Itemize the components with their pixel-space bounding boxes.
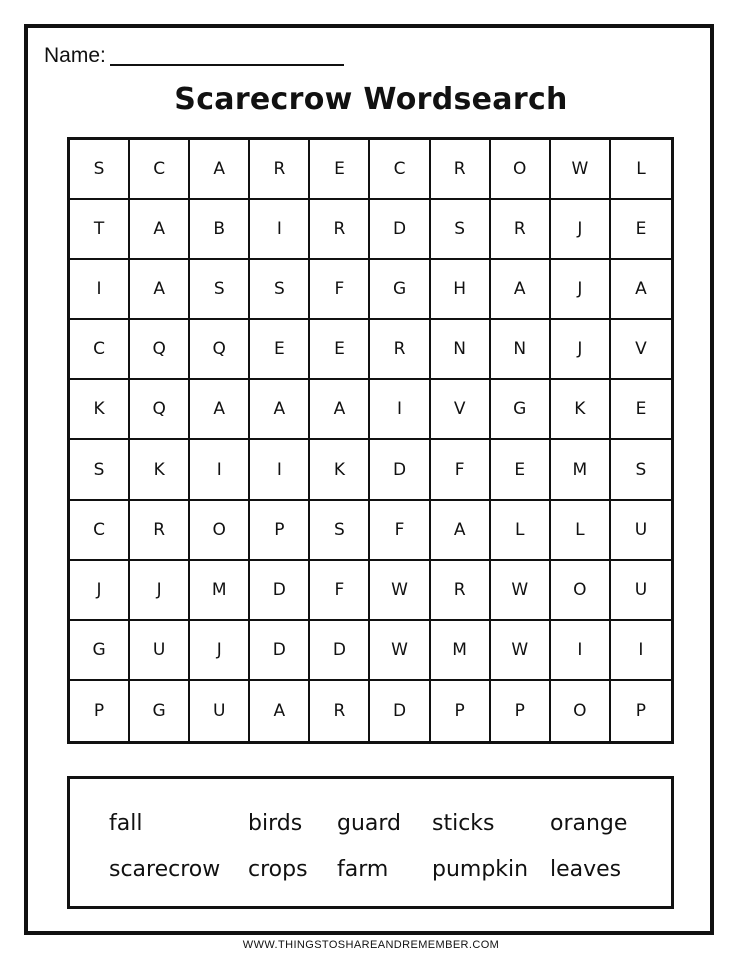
grid-cell: F bbox=[370, 501, 430, 561]
grid-cell: I bbox=[250, 200, 310, 260]
grid-cell: A bbox=[611, 260, 671, 320]
word-item: crops bbox=[248, 857, 308, 882]
grid-cell: S bbox=[70, 440, 130, 500]
grid-cell: G bbox=[130, 681, 190, 741]
grid-cell: F bbox=[310, 260, 370, 320]
grid-cell: D bbox=[370, 440, 430, 500]
grid-cell: A bbox=[491, 260, 551, 320]
grid-cell: A bbox=[310, 380, 370, 440]
page-title: Scarecrow Wordsearch bbox=[174, 82, 568, 117]
grid-cell: H bbox=[431, 260, 491, 320]
grid-cell: D bbox=[250, 621, 310, 681]
word-item: orange bbox=[550, 811, 628, 836]
grid-cell: A bbox=[130, 260, 190, 320]
name-write-line bbox=[110, 64, 344, 66]
grid-cell: I bbox=[250, 440, 310, 500]
grid-cell: E bbox=[611, 200, 671, 260]
grid-cell: L bbox=[491, 501, 551, 561]
grid-cell: B bbox=[190, 200, 250, 260]
word-item: sticks bbox=[432, 811, 495, 836]
grid-cell: R bbox=[250, 140, 310, 200]
grid-cell: I bbox=[611, 621, 671, 681]
grid-cell: O bbox=[491, 140, 551, 200]
grid-cell: R bbox=[431, 561, 491, 621]
grid-cell: R bbox=[431, 140, 491, 200]
grid-cell: P bbox=[70, 681, 130, 741]
grid-cell: J bbox=[551, 260, 611, 320]
grid-cell: C bbox=[130, 140, 190, 200]
grid-cell: C bbox=[370, 140, 430, 200]
grid-cell: I bbox=[190, 440, 250, 500]
grid-cell: S bbox=[250, 260, 310, 320]
word-list-box bbox=[67, 776, 674, 909]
grid-cell: Q bbox=[190, 320, 250, 380]
grid-cell: C bbox=[70, 501, 130, 561]
grid-cell: R bbox=[370, 320, 430, 380]
grid-cell: L bbox=[611, 140, 671, 200]
grid-cell: U bbox=[130, 621, 190, 681]
grid-cell: G bbox=[491, 380, 551, 440]
grid-cell: D bbox=[370, 200, 430, 260]
grid-cell: A bbox=[130, 200, 190, 260]
grid-cell: O bbox=[551, 681, 611, 741]
grid-cell: U bbox=[190, 681, 250, 741]
grid-cell: K bbox=[310, 440, 370, 500]
grid-cell: F bbox=[431, 440, 491, 500]
grid-cell: W bbox=[551, 140, 611, 200]
footer-url: WWW.THINGSTOSHAREANDREMEMBER.COM bbox=[242, 939, 500, 951]
grid-cell: D bbox=[370, 681, 430, 741]
grid-cell: S bbox=[190, 260, 250, 320]
grid-cell: R bbox=[310, 200, 370, 260]
grid-cell: M bbox=[431, 621, 491, 681]
grid-cell: J bbox=[190, 621, 250, 681]
grid-cell: P bbox=[491, 681, 551, 741]
grid-cell: U bbox=[611, 561, 671, 621]
grid-cell: J bbox=[130, 561, 190, 621]
grid-cell: I bbox=[551, 621, 611, 681]
grid-cell: E bbox=[310, 320, 370, 380]
grid-cell: A bbox=[190, 380, 250, 440]
grid-cell: P bbox=[250, 501, 310, 561]
grid-cell: P bbox=[635, 700, 647, 721]
grid-cell: T bbox=[70, 200, 130, 260]
grid-cell: R bbox=[130, 501, 190, 561]
grid-cell: E bbox=[491, 440, 551, 500]
grid-cell: C bbox=[70, 320, 130, 380]
grid-cell: M bbox=[190, 561, 250, 621]
grid-cell: Q bbox=[130, 320, 190, 380]
grid-cell: J bbox=[551, 320, 611, 380]
grid-cell: S bbox=[70, 140, 130, 200]
grid-cell: A bbox=[250, 380, 310, 440]
grid-cell: S bbox=[310, 501, 370, 561]
grid-cell: W bbox=[491, 621, 551, 681]
grid-cell: R bbox=[310, 681, 370, 741]
grid-cell: A bbox=[250, 681, 310, 741]
grid-cell: F bbox=[310, 561, 370, 621]
grid-cell: M bbox=[551, 440, 611, 500]
grid-cell: Q bbox=[130, 380, 190, 440]
grid-cell: E bbox=[310, 140, 370, 200]
grid-cell: E bbox=[611, 380, 671, 440]
word-item: leaves bbox=[550, 857, 622, 882]
grid-cell: V bbox=[611, 320, 671, 380]
grid-cell: K bbox=[551, 380, 611, 440]
grid-cell: W bbox=[370, 621, 430, 681]
grid-cell: O bbox=[190, 501, 250, 561]
grid-cell: K bbox=[70, 380, 130, 440]
grid-cell: A bbox=[431, 501, 491, 561]
grid-cell: I bbox=[370, 380, 430, 440]
grid-cell: I bbox=[70, 260, 130, 320]
word-item: birds bbox=[248, 811, 303, 836]
grid-cell: A bbox=[190, 140, 250, 200]
letter-grid bbox=[67, 137, 674, 744]
word-item: scarecrow bbox=[109, 857, 221, 882]
grid-cell: J bbox=[70, 561, 130, 621]
grid-cell: W bbox=[491, 561, 551, 621]
grid-cell: R bbox=[491, 200, 551, 260]
grid-cell: N bbox=[491, 320, 551, 380]
word-item: pumpkin bbox=[432, 857, 529, 882]
word-item: guard bbox=[337, 811, 402, 836]
word-item: fall bbox=[109, 811, 143, 836]
grid-cell: D bbox=[250, 561, 310, 621]
name-field bbox=[44, 36, 344, 68]
grid-cell: J bbox=[551, 200, 611, 260]
grid-cell: N bbox=[431, 320, 491, 380]
grid-cell: S bbox=[611, 440, 671, 500]
grid-cell: W bbox=[370, 561, 430, 621]
grid-cell: G bbox=[70, 621, 130, 681]
grid-cell: S bbox=[431, 200, 491, 260]
grid-cell: E bbox=[250, 320, 310, 380]
grid-cell: U bbox=[611, 501, 671, 561]
grid-cell: G bbox=[370, 260, 430, 320]
grid-cell: P bbox=[431, 681, 491, 741]
word-item: farm bbox=[337, 857, 389, 882]
grid-cell: D bbox=[310, 621, 370, 681]
grid-cell: K bbox=[130, 440, 190, 500]
name-label: Name: bbox=[44, 44, 106, 67]
grid-cell: V bbox=[431, 380, 491, 440]
grid-cell: L bbox=[551, 501, 611, 561]
grid-cell: O bbox=[551, 561, 611, 621]
